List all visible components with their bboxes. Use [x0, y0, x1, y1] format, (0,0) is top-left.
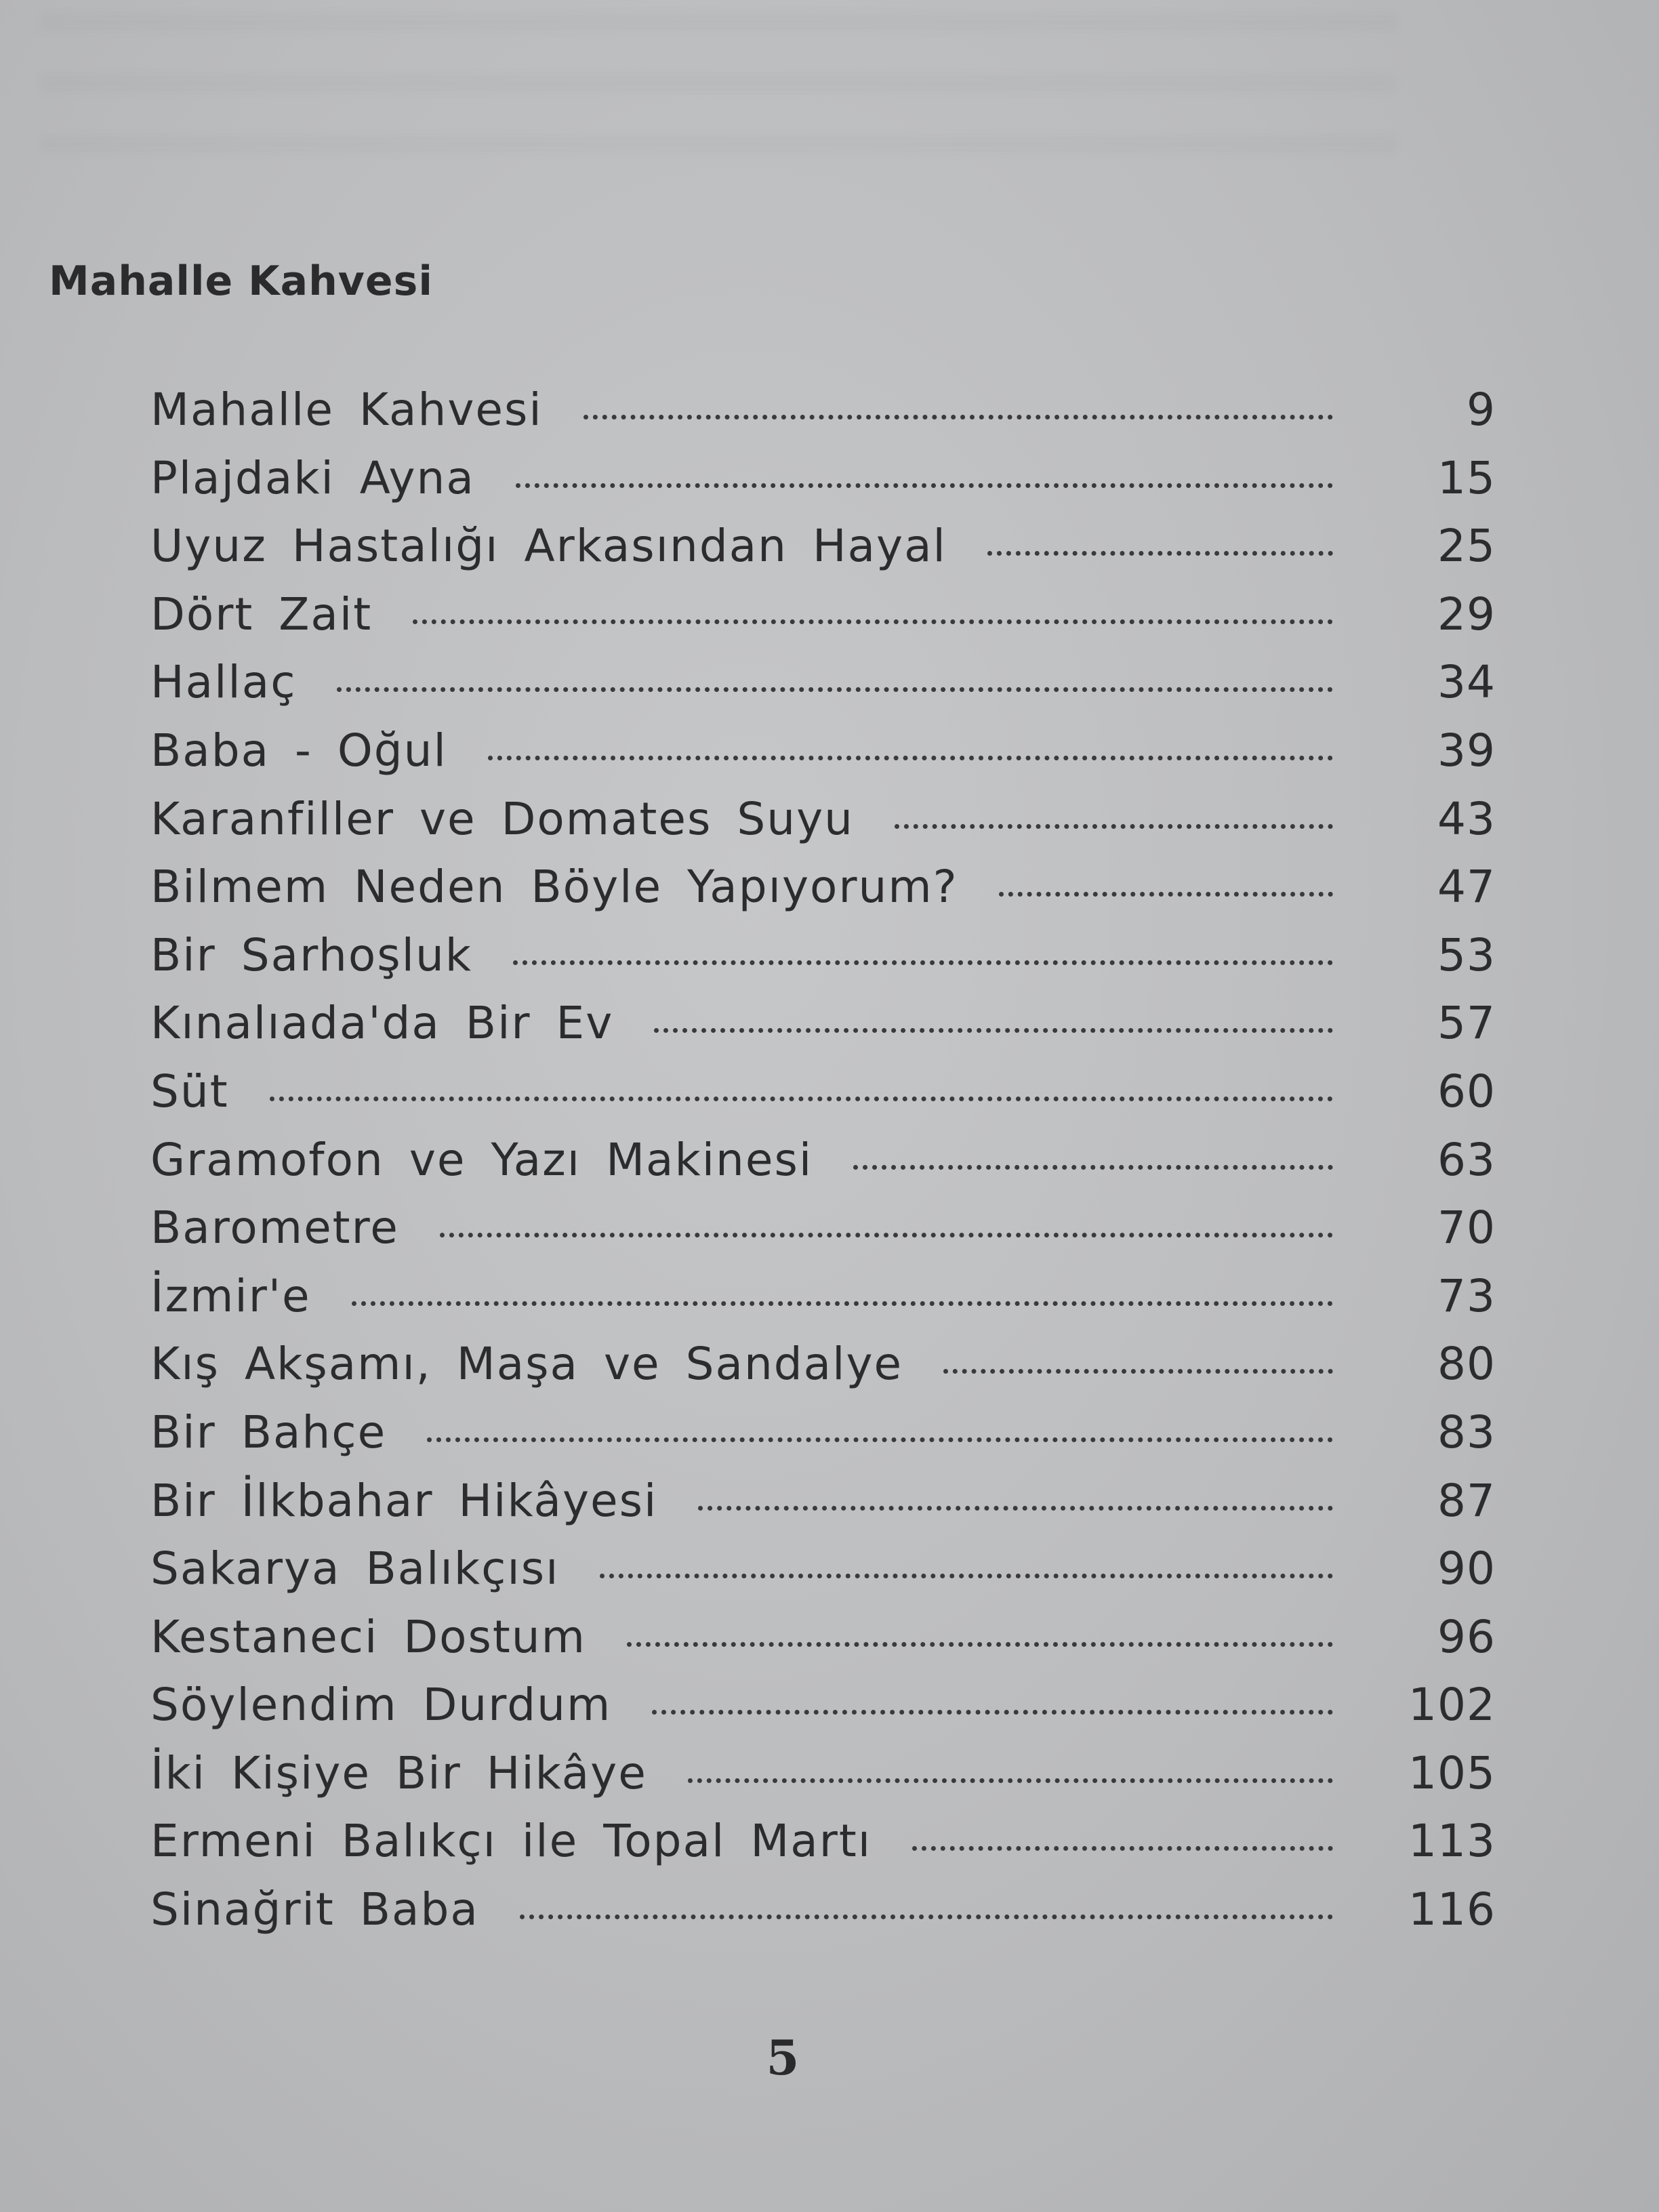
- toc-entry-page: 73: [1437, 1269, 1496, 1322]
- toc-entry: [150, 452, 1496, 520]
- dot-leader: [987, 551, 1333, 556]
- toc-entry: [150, 724, 1496, 793]
- toc-entry-page: 80: [1437, 1338, 1496, 1391]
- dot-leader: [516, 483, 1333, 488]
- toc-entry: [150, 1542, 1496, 1611]
- toc-entry-title: Söylendim Durdum: [150, 1679, 612, 1732]
- show-through-text: [41, 14, 1396, 163]
- toc-entry-page: 15: [1437, 451, 1496, 504]
- toc-entry: [150, 1065, 1496, 1134]
- toc-entry-page: 70: [1437, 1202, 1496, 1254]
- toc-entry: [150, 1883, 1496, 1952]
- toc-entry: [150, 929, 1496, 998]
- toc-entry-page: 102: [1408, 1679, 1496, 1732]
- toc-entry: [150, 793, 1496, 861]
- toc-entry-page: 29: [1437, 588, 1496, 640]
- toc-entry-title: Kestaneci Dostum: [150, 1610, 586, 1663]
- toc-entry-page: 9: [1467, 384, 1496, 436]
- dot-leader: [337, 687, 1333, 692]
- toc-entry: [150, 1747, 1496, 1816]
- toc-entry-title: İzmir'e: [150, 1269, 311, 1322]
- toc-entry: [150, 1815, 1496, 1883]
- toc-entry-page: 96: [1437, 1610, 1496, 1663]
- toc-entry-title: Süt: [150, 1065, 229, 1118]
- dot-leader: [413, 619, 1333, 624]
- dot-leader: [627, 1642, 1333, 1647]
- toc-entry-page: 25: [1437, 520, 1496, 573]
- toc-entry-page: 39: [1437, 724, 1496, 777]
- toc-entry-title: Sakarya Balıkçısı: [150, 1542, 560, 1595]
- toc-entry: [150, 1270, 1496, 1338]
- dot-leader: [440, 1233, 1333, 1237]
- toc-entry-title: Karanfiller ve Domates Suyu: [150, 792, 854, 845]
- toc-entry: [150, 861, 1496, 929]
- toc-entry: [150, 1475, 1496, 1543]
- dot-leader: [513, 960, 1333, 965]
- dot-leader: [600, 1574, 1333, 1578]
- toc-entry-title: Gramofon ve Yazı Makinesi: [150, 1133, 813, 1186]
- toc-entry: [150, 1406, 1496, 1475]
- dot-leader: [652, 1710, 1333, 1715]
- dot-leader: [520, 1914, 1333, 1919]
- toc-entry-title: Kış Akşamı, Maşa ve Sandalye: [150, 1338, 903, 1391]
- dot-leader: [895, 824, 1333, 829]
- toc-entry-page: 47: [1437, 861, 1496, 914]
- toc-entry: [150, 1679, 1496, 1747]
- toc-entry: [150, 1202, 1496, 1270]
- toc-entry-title: Kınalıada'da Bir Ev: [150, 997, 614, 1050]
- toc-entry-page: 87: [1437, 1474, 1496, 1527]
- toc-entry-title: Mahalle Kahvesi: [150, 384, 543, 436]
- toc-entry-title: Bir Sarhoşluk: [150, 928, 473, 981]
- dot-leader: [999, 892, 1333, 897]
- toc-entry-page: 60: [1437, 1065, 1496, 1118]
- dot-leader: [654, 1028, 1333, 1033]
- toc-entry-title: Hallaç: [150, 656, 297, 709]
- toc-entry-title: Bir Bahçe: [150, 1406, 387, 1458]
- toc-entry: [150, 384, 1496, 452]
- toc-entry-page: 57: [1437, 997, 1496, 1050]
- dot-leader: [488, 756, 1333, 760]
- toc-entry-title: Bir İlkbahar Hikâyesi: [150, 1474, 658, 1527]
- section-title: Mahalle Kahvesi: [49, 258, 433, 305]
- toc-entry-title: Ermeni Balıkçı ile Topal Martı: [150, 1815, 872, 1868]
- toc-entry-page: 43: [1437, 792, 1496, 845]
- toc-entry: [150, 997, 1496, 1065]
- dot-leader: [427, 1437, 1333, 1442]
- dot-leader: [583, 415, 1333, 419]
- toc-entry-page: 63: [1437, 1133, 1496, 1186]
- toc-entry-title: İki Kişiye Bir Hikâye: [150, 1746, 647, 1799]
- table-of-contents: [150, 384, 1496, 1952]
- page-number: 5: [766, 2030, 800, 2086]
- toc-entry-title: Baba - Oğul: [150, 724, 447, 777]
- dot-leader: [688, 1778, 1333, 1783]
- toc-entry-title: Bilmem Neden Böyle Yapıyorum?: [150, 861, 958, 914]
- toc-entry-title: Plajdaki Ayna: [150, 451, 475, 504]
- toc-entry: [150, 1338, 1496, 1406]
- toc-entry-title: Dört Zait: [150, 588, 373, 640]
- toc-entry: [150, 588, 1496, 657]
- toc-entry-page: 34: [1437, 656, 1496, 709]
- dot-leader: [853, 1165, 1333, 1170]
- dot-leader: [912, 1846, 1333, 1851]
- toc-entry: [150, 1134, 1496, 1202]
- toc-entry-page: 83: [1437, 1406, 1496, 1458]
- dot-leader: [698, 1506, 1333, 1511]
- toc-entry-page: 116: [1408, 1883, 1496, 1936]
- toc-entry: [150, 520, 1496, 588]
- toc-entry-page: 53: [1437, 928, 1496, 981]
- dot-leader: [943, 1369, 1333, 1374]
- toc-entry-page: 113: [1408, 1815, 1496, 1868]
- toc-entry: [150, 1611, 1496, 1679]
- toc-entry-title: Barometre: [150, 1202, 399, 1254]
- toc-entry: [150, 656, 1496, 724]
- dot-leader: [270, 1097, 1333, 1101]
- toc-entry-page: 105: [1408, 1746, 1496, 1799]
- dot-leader: [352, 1301, 1333, 1306]
- toc-entry-title: Sinağrit Baba: [150, 1883, 479, 1936]
- toc-entry-title: Uyuz Hastalığı Arkasından Hayal: [150, 520, 947, 573]
- toc-entry-page: 90: [1437, 1542, 1496, 1595]
